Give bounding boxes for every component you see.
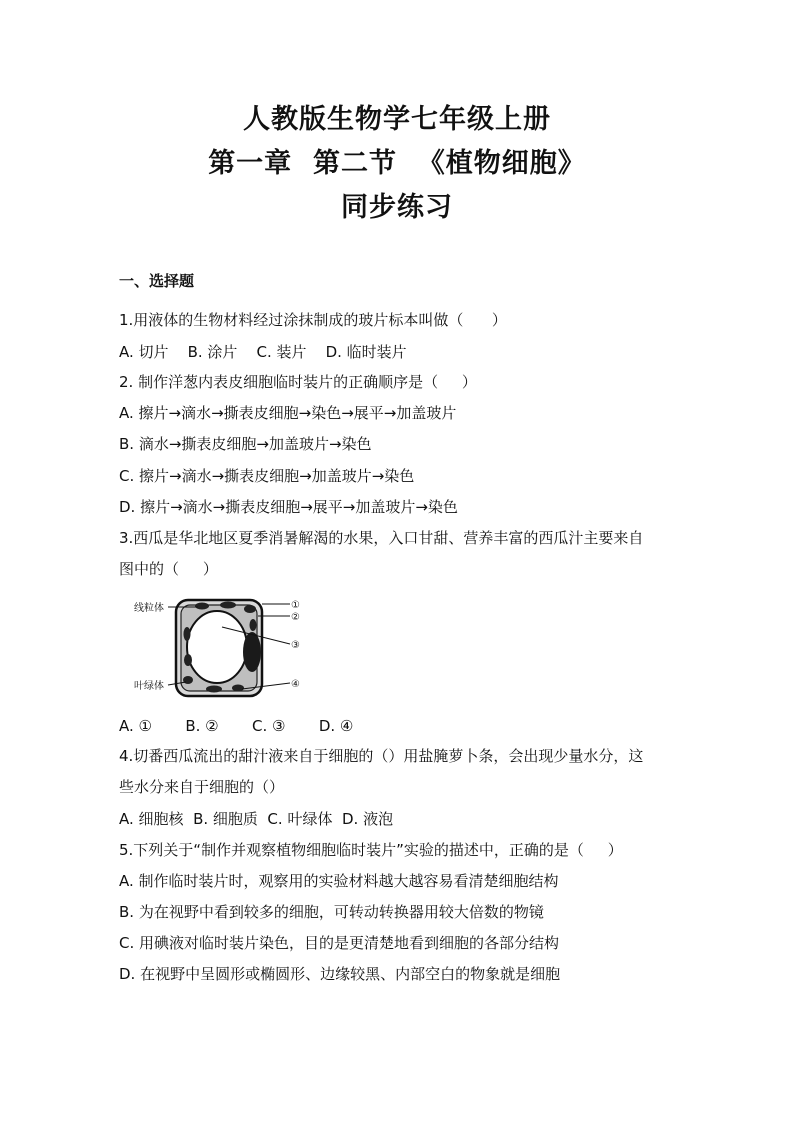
chloroplast xyxy=(206,686,222,693)
q2-option-a: A. 擦片→滴水→撕表皮细胞→染色→展平→加盖玻片 xyxy=(119,404,457,422)
title-block xyxy=(0,98,794,230)
section-heading: 一、选择题 xyxy=(119,272,195,290)
q2-option-b: B. 滴水→撕表皮细胞→加盖玻片→染色 xyxy=(119,435,372,453)
q2-option-d: D. 擦片→滴水→撕表皮细胞→展平→加盖玻片→染色 xyxy=(119,498,458,516)
title-line-2: 第一章 第二节 《植物细胞》 xyxy=(208,148,586,179)
chloroplast xyxy=(220,602,236,609)
chloroplast xyxy=(244,605,256,613)
q4-stem-line2: 些水分来自于细胞的（） xyxy=(119,778,285,796)
plant-cell-figure xyxy=(132,592,312,702)
nucleus xyxy=(243,632,261,672)
q3-stem-line2: 图中的（ ） xyxy=(119,560,218,578)
q5-option-b: B. 为在视野中看到较多的细胞，可转动转换器用较大倍数的物镜 xyxy=(119,903,544,921)
q3-options: A. ① B. ② C. ③ D. ④ xyxy=(119,717,354,735)
chloroplast xyxy=(232,685,244,692)
q5-option-a: A. 制作临时装片时，观察用的实验材料越大越容易看清楚细胞结构 xyxy=(119,872,559,890)
label-mitochondria: 线粒体 xyxy=(134,603,164,614)
q5-option-d: D. 在视野中呈圆形或椭圆形、边缘较黑、内部空白的物象就是细胞 xyxy=(119,965,561,983)
q1-stem: 1.用液体的生物材料经过涂抹制成的玻片标本叫做（ ） xyxy=(119,311,507,329)
title-line-3: 同步练习 xyxy=(341,192,453,223)
mitochondrion xyxy=(195,603,209,610)
label-chloroplast: 叶绿体 xyxy=(134,681,164,692)
chloroplast xyxy=(184,627,191,641)
mark-1: ① xyxy=(291,600,300,611)
plant-cell-diagram xyxy=(132,592,312,702)
vacuole xyxy=(187,611,247,683)
mark-2: ② xyxy=(291,612,300,623)
q2-option-c: C. 擦片→滴水→撕表皮细胞→加盖玻片→染色 xyxy=(119,467,415,485)
chloroplast xyxy=(184,654,192,666)
q4-stem-line1: 4.切番西瓜流出的甜汁液来自于细胞的（）用盐腌萝卜条，会出现少量水分，这 xyxy=(119,747,644,765)
q3-stem-line1: 3.西瓜是华北地区夏季消暑解渴的水果，入口甘甜、营养丰富的西瓜汁主要来自 xyxy=(119,529,644,547)
q5-option-c: C. 用碘液对临时装片染色，目的是更清楚地看到细胞的各部分结构 xyxy=(119,934,560,952)
q4-options: A. 细胞核 B. 细胞质 C. 叶绿体 D. 液泡 xyxy=(119,810,394,828)
chloroplast xyxy=(250,619,257,631)
chloroplast xyxy=(183,676,193,684)
mark-3: ③ xyxy=(291,640,300,651)
q5-stem: 5.下列关于“制作并观察植物细胞临时装片”实验的描述中，正确的是（ ） xyxy=(119,841,623,859)
q1-options: A. 切片 B. 涂片 C. 装片 D. 临时装片 xyxy=(119,343,407,361)
q2-stem: 2. 制作洋葱内表皮细胞临时装片的正确顺序是（ ） xyxy=(119,373,477,391)
title-line-1: 人教版生物学七年级上册 xyxy=(243,104,551,135)
mark-4: ④ xyxy=(291,679,300,690)
